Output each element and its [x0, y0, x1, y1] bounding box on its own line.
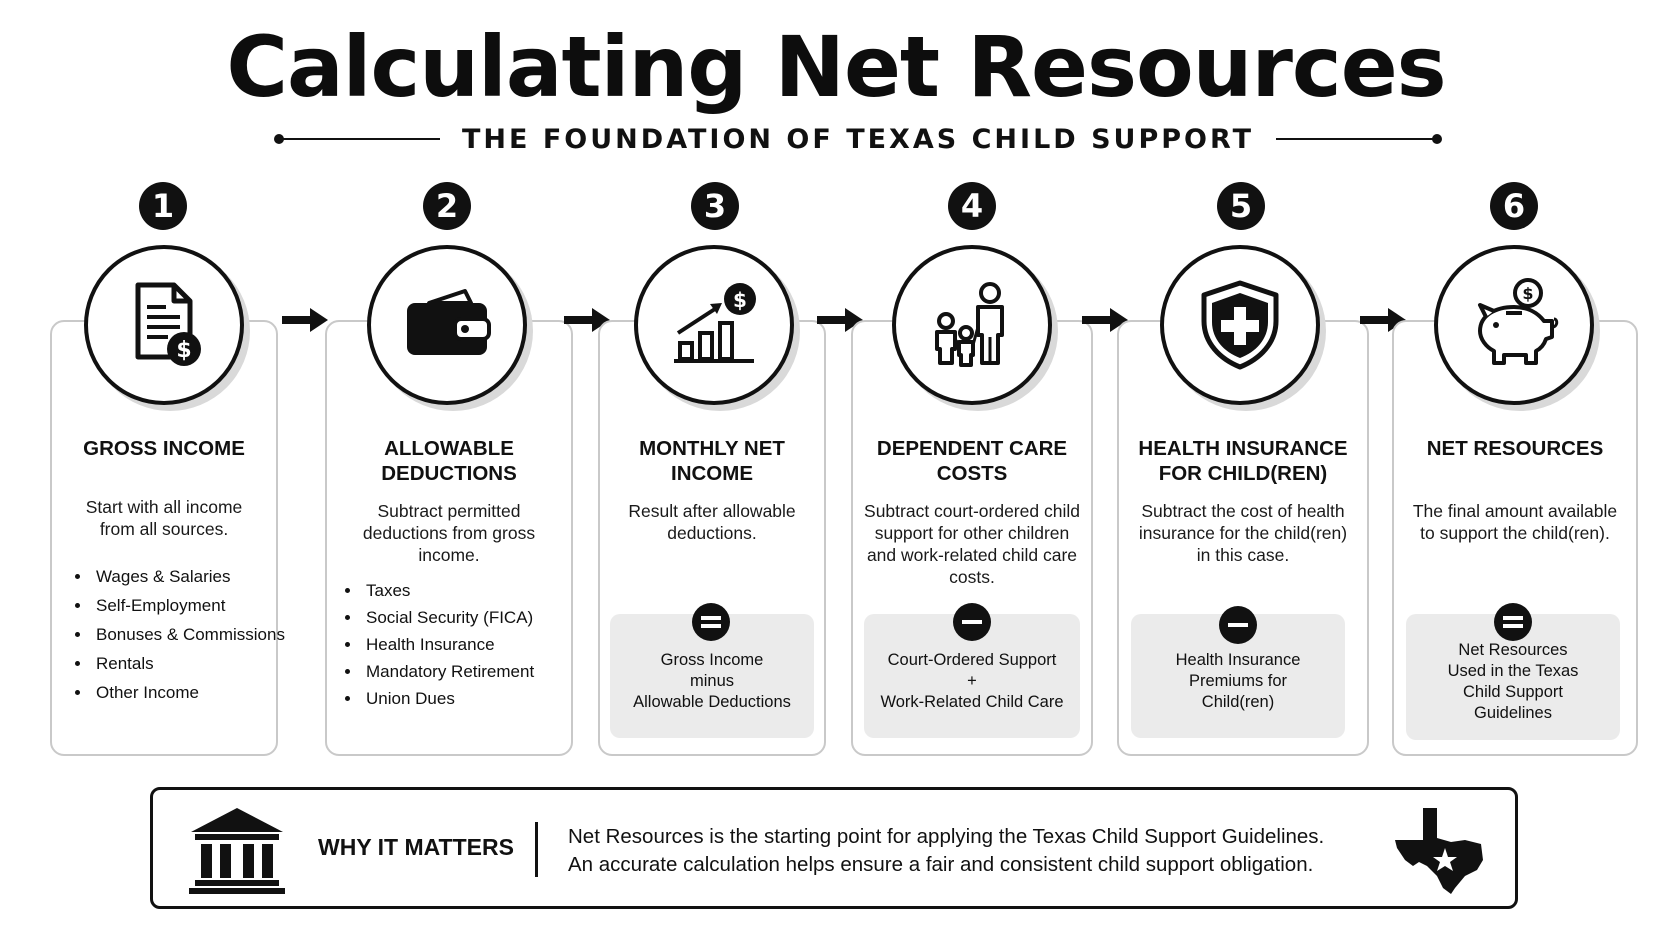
- page-title: Calculating Net Resources: [226, 18, 1446, 116]
- divider: [535, 822, 538, 877]
- list-item: • Wages & Salaries: [92, 562, 302, 591]
- step-2-title: ALLOWABLE DEDUCTIONS: [381, 437, 517, 485]
- list-item: • Taxes: [362, 577, 592, 604]
- wallet-icon: [399, 277, 495, 373]
- step-5-description: Subtract the cost of health insurance for the child(ren) in this case.: [1138, 501, 1348, 565]
- family-icon: [924, 277, 1020, 373]
- page-subtitle: THE FOUNDATION OF TEXAS CHILD SUPPORT: [462, 123, 1254, 155]
- equals-icon: [692, 603, 730, 641]
- calc-line: Guidelines: [1474, 704, 1552, 722]
- equals-icon: [1494, 603, 1532, 641]
- step-6-title: NET RESOURCES: [1426, 437, 1604, 460]
- calc-line: Used in the Texas: [1447, 662, 1579, 680]
- list-item: • Social Security (FICA): [362, 604, 592, 631]
- subtitle-row: [278, 124, 1438, 154]
- step-2-bullet-list: [340, 577, 592, 712]
- step-3-number: 3: [691, 182, 739, 230]
- calc-line: Child Support: [1463, 683, 1563, 701]
- step-1-description: Start with all income from all sources.: [85, 497, 243, 539]
- minus-icon: [953, 603, 991, 641]
- piggy-bank-icon: [1466, 277, 1562, 373]
- step-4-icon-circle: [892, 245, 1052, 405]
- step-6-icon-circle: [1434, 245, 1594, 405]
- calc-line: +: [967, 671, 977, 690]
- subtitle-rule-right: [1276, 138, 1438, 140]
- calc-line: Premiums for: [1188, 671, 1288, 690]
- step-1-bullet-list: [70, 562, 302, 707]
- step-4-description: Subtract court-ordered child support for other children and work-related child care costs.: [864, 501, 1080, 587]
- why-it-matters-banner: [150, 787, 1518, 909]
- minus-icon: [1219, 606, 1257, 644]
- calc-line: minus: [689, 671, 734, 690]
- svg-text:$: $: [733, 288, 747, 312]
- list-item: • Union Dues: [362, 685, 592, 712]
- calc-line: Court-Ordered Support: [887, 650, 1057, 669]
- why-it-matters-label: WHY IT MATTERS: [318, 834, 514, 860]
- shield-cross-icon: [1192, 277, 1288, 373]
- texas-star-icon: [1393, 804, 1489, 896]
- step-4-number: 4: [948, 182, 996, 230]
- step-4-title: DEPENDENT CARE COSTS: [876, 437, 1068, 485]
- step-2-icon-circle: [367, 245, 527, 405]
- list-item: • Self-Employment: [92, 591, 302, 620]
- step-1-title: GROSS INCOME: [83, 437, 245, 460]
- why-line-2: An accurate calculation helps ensure a fair and consistent child support obligation.: [568, 853, 1314, 876]
- step-3-description: Result after allowable deductions.: [628, 501, 796, 543]
- calc-line: Allowable Deductions: [633, 692, 791, 711]
- step-5-number: 5: [1217, 182, 1265, 230]
- svg-text:$: $: [176, 338, 192, 363]
- subtitle-rule-left: [278, 138, 440, 140]
- list-item: • Mandatory Retirement: [362, 658, 592, 685]
- step-1-icon-circle: [84, 245, 244, 405]
- list-item: • Other Income: [92, 678, 302, 707]
- step-3-icon-circle: [634, 245, 794, 405]
- svg-text:$: $: [1522, 284, 1534, 303]
- step-5-title: HEALTH INSURANCE FOR CHILD(REN): [1138, 437, 1348, 485]
- arrow-icon: [282, 306, 330, 334]
- step-2-description: Subtract permitted deductions from gross income.: [362, 501, 536, 565]
- list-item: • Bonuses & Commissions: [92, 620, 302, 649]
- growth-chart-dollar-icon: [666, 277, 762, 373]
- calc-line: Net Resources: [1458, 641, 1568, 659]
- calc-line: Gross Income: [660, 650, 764, 669]
- calc-line: Health Insurance: [1175, 650, 1301, 669]
- calc-line: Child(ren): [1201, 692, 1275, 711]
- step-5-icon-circle: [1160, 245, 1320, 405]
- step-6-number: 6: [1490, 182, 1538, 230]
- document-dollar-icon: [116, 277, 212, 373]
- courthouse-icon: [185, 804, 289, 896]
- step-1-number: 1: [139, 182, 187, 230]
- why-line-1: Net Resources is the starting point for applying the Texas Child Support Guidelines.: [568, 825, 1325, 848]
- list-item: • Health Insurance: [362, 631, 592, 658]
- step-6-description: The final amount available to support the child(ren).: [1412, 501, 1618, 543]
- list-item: • Rentals: [92, 649, 302, 678]
- calc-line: Work-Related Child Care: [880, 692, 1064, 711]
- why-it-matters-text: [568, 823, 1324, 879]
- step-3-title: MONTHLY NET INCOME: [639, 437, 785, 485]
- step-2-number: 2: [423, 182, 471, 230]
